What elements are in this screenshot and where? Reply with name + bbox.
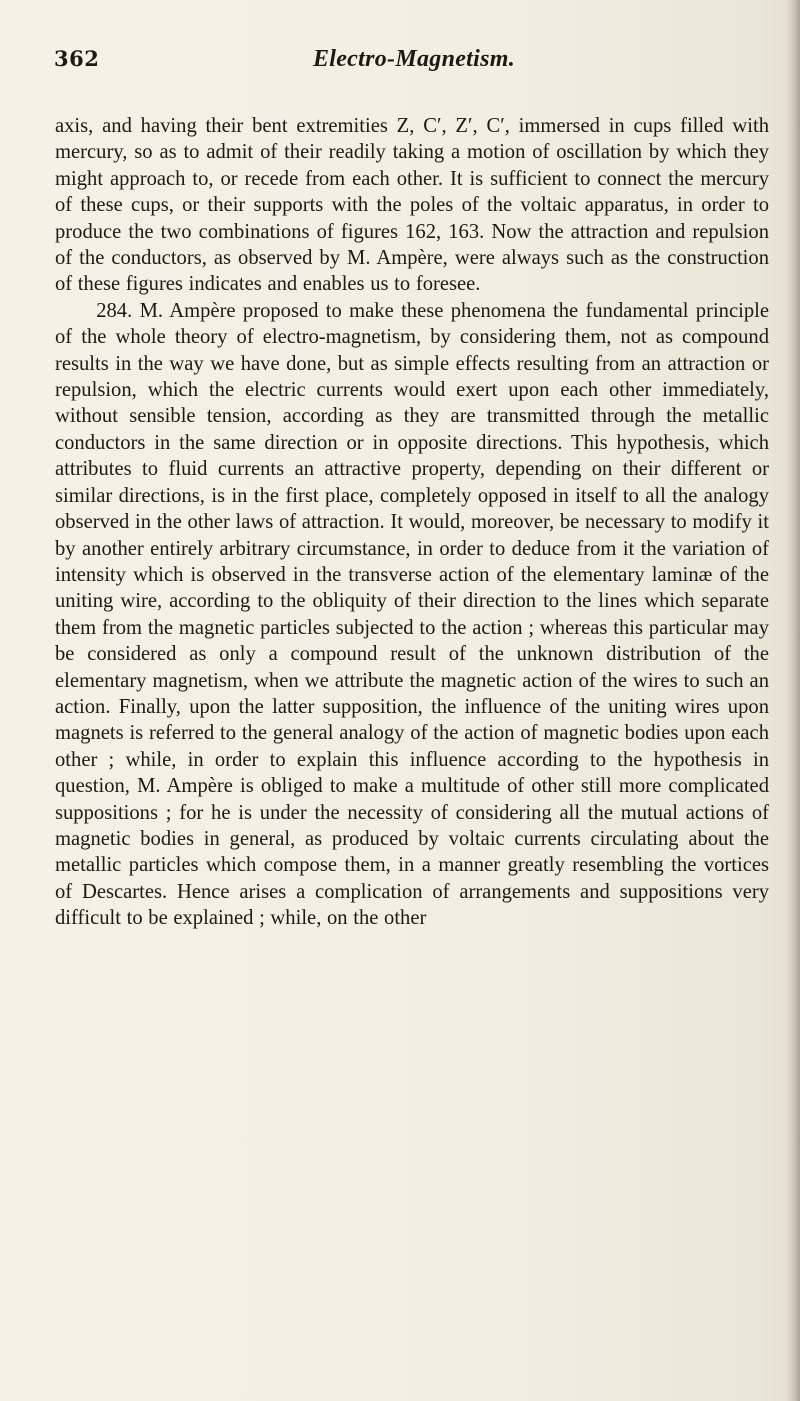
paragraph-284: 284. M. Ampère proposed to make these phenomena the fundamental principle of the whole theory of electro-magnetism, by considering them, not as compound results in the way we have done, but as simple effects resulting from an attraction or repulsion, which the electric currents would exert upon each other immediately, without sensible tension, according as they are transmitted through the metallic conductors in the same direction or in opposite directions. This hypothesis, which attributes to fluid currents an attractive property, depending on their different or similar directions, is in the first place, completely opposed in itself to all the analogy observed in the other laws of attraction. It would, moreover, be necessary to modify it by another entirely arbitrary circumstance, in order to deduce from it the variation of intensity which is observed in the transverse action of the elementary laminæ of the uniting wire, according to the obliquity of their direction to the lines which separate them from the magnetic particles subjected to the action ; whereas this particular may be considered as only a compound result of the unknown distribution of the elementary magnetism, when we attribute the magnetic action of the wires to such an action. Finally, upon the latter supposition, the influence of the uniting wires upon magnets is referred to the general analogy of the action of magnetic bodies upon each other ; while, in order to explain this influence according to the hypothesis in question, M. Ampère is obliged to make a multitude of other still more complicated suppositions ; for he is under the necessity of considering all the mutual actions of magnetic bodies in general, as produced by voltaic currents circulating about the metallic particles which compose them, in a manner greatly resembling the vortices of Descartes. Hence arises a complication of arrangements and suppositions very difficult to be explained ; while, on the other xyxy=(55,299,769,930)
page-header xyxy=(54,46,774,82)
body-text xyxy=(55,113,769,932)
running-title: Electro-Magnetism. xyxy=(312,46,516,72)
page-edge-shadow xyxy=(786,0,800,1401)
page-number: 362 xyxy=(54,46,100,71)
paragraph-continuation: axis, and having their bent extremities Z, C′, Z′, C′, immersed in cups filled with mercury, so as to admit of their readily taking a motion of oscillation by which they might approach to, or recede from each other. It is sufficient to connect the mercury of these cups, or their supports with the poles of the voltaic apparatus, in order to produce the two combinations of figures 162, 163. Now the attraction and repulsion of the conductors, as observed by M. Ampère, were always such as the construction of these figures indicates and enables us to foresee. xyxy=(55,115,769,296)
